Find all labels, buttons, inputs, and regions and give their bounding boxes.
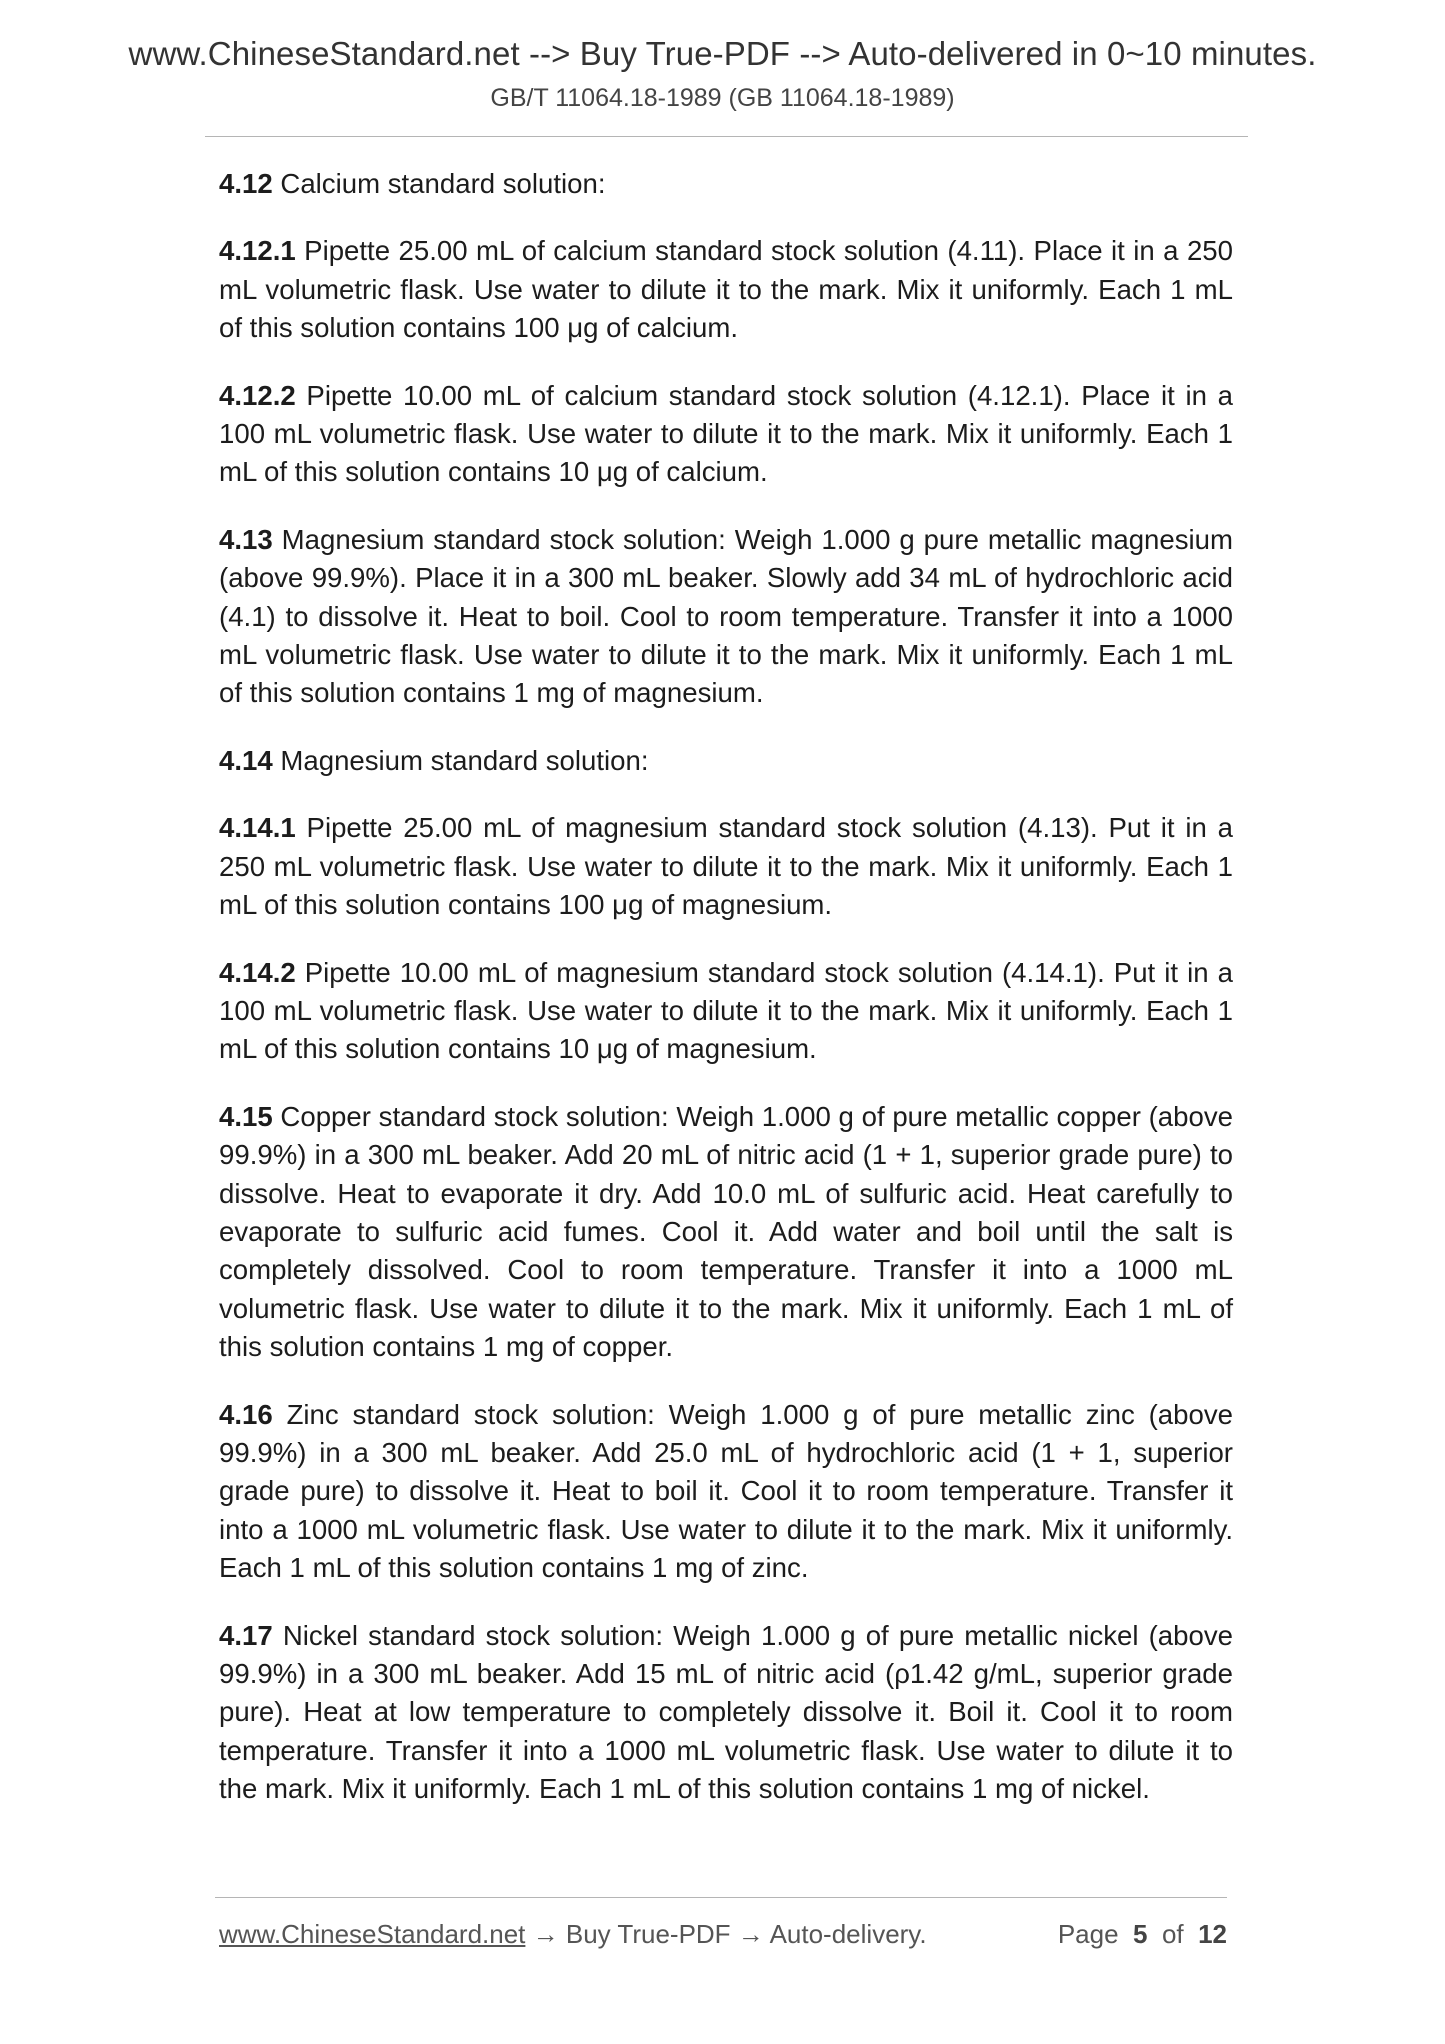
section-number: 4.13	[219, 523, 273, 555]
section-text: Nickel standard stock solution: Weigh 1.000 g of pure metallic nickel (above 99.9%) in a 300 mL beaker. Add 15 mL of nitric acid (ρ1.42 g/mL, superior grade pure). Heat at low temperature to completely dissolve it. Boil it. Cool it to room temperature. Transfer it into a 1000 mL volumetric flask. Use water to dilute it to the mark. Mix it uniformly. Each 1 mL of this solution contains 1 mg of nickel.	[219, 1619, 1233, 1805]
section-number: 4.12	[219, 168, 273, 199]
header-banner-text: www.ChineseStandard.net --> Buy True-PDF --> Auto-delivered in 0~10 minutes.	[128, 35, 1317, 72]
section-number: 4.14.1	[219, 812, 296, 844]
document-code: GB/T 11064.18-1989 (GB 11064.18-1989)	[490, 84, 955, 112]
section-4-15	[219, 1098, 1233, 1367]
section-4-14-1	[219, 809, 1233, 924]
page-header	[0, 30, 1445, 116]
header-divider	[205, 136, 1248, 137]
section-4-13	[219, 521, 1233, 713]
section-number: 4.14	[219, 744, 273, 776]
section-4-12	[219, 165, 1233, 203]
section-text: Calcium standard solution:	[272, 168, 606, 199]
page-label: Page	[1057, 1919, 1119, 1949]
section-text: Pipette 10.00 mL of calcium standard stock solution (4.12.1). Place it in a 100 mL volumetric flask. Use water to dilute it to the mark. Mix it uniformly. Each 1 mL of this solution contains 10 μg of calcium.	[219, 379, 1233, 488]
footer-divider	[215, 1897, 1227, 1898]
section-text: Copper standard stock solution: Weigh 1.000 g of pure metallic copper (above 99.9%) in a 300 mL beaker. Add 20 mL of nitric acid (1 + 1, superior grade pure) to dissolve. Heat to evaporate it dry. Add 10.0 mL of sulfuric acid. Heat carefully to evaporate to sulfuric acid fumes. Cool it. Add water and boil until the salt is completely dissolved. Cool to room temperature. Transfer it into a 1000 mL volumetric flask. Use water to dilute it to the mark. Mix it uniformly. Each 1 mL of this solution contains 1 mg of copper.	[219, 1100, 1233, 1363]
page-of-label: of	[1161, 1919, 1184, 1949]
footer-promo	[219, 1916, 927, 1952]
section-text: Pipette 10.00 mL of magnesium standard stock solution (4.14.1). Put it in a 100 mL volumetric flask. Use water to dilute it to the mark. Mix it uniformly. Each 1 mL of this solution contains 10 μg of magnesium.	[219, 956, 1233, 1065]
section-text: Pipette 25.00 mL of calcium standard stock solution (4.11). Place it in a 250 mL volumetric flask. Use water to dilute it to the mark. Mix it uniformly. Each 1 mL of this solution contains 100 μg of calcium.	[219, 235, 1233, 344]
section-4-12-1	[219, 232, 1233, 347]
section-text: Zinc standard stock solution: Weigh 1.000 g of pure metallic zinc (above 99.9%) in a 300 mL beaker. Add 25.0 mL of hydrochloric acid (1 + 1, superior grade pure) to dissolve it. Heat to boil it. Cool it to room temperature. Transfer it into a 1000 mL volumetric flask. Use water to dilute it to the mark. Mix it uniformly. Each 1 mL of this solution contains 1 mg of zinc.	[219, 1398, 1233, 1584]
page-indicator	[1058, 1916, 1227, 1952]
footer-tagline: → Buy True-PDF → Auto-delivery.	[525, 1919, 927, 1949]
section-text: Magnesium standard stock solution: Weigh 1.000 g pure metallic magnesium (above 99.9%). Place it in a 300 mL beaker. Slowly add 34 mL of hydrochloric acid (4.1) to dissolve it. Heat to boil. Cool to room temperature. Transfer it into a 1000 mL volumetric flask. Use water to dilute it to the mark. Mix it uniformly. Each 1 mL of this solution contains 1 mg of magnesium.	[219, 523, 1233, 709]
section-text: Magnesium standard solution:	[272, 744, 649, 776]
section-text: Pipette 25.00 mL of magnesium standard stock solution (4.13). Put it in a 250 mL volumetric flask. Use water to dilute it to the mark. Mix it uniformly. Each 1 mL of this solution contains 100 μg of magnesium.	[219, 812, 1233, 921]
section-number: 4.16	[219, 1398, 273, 1430]
section-4-12-2	[219, 377, 1233, 492]
section-4-14	[219, 742, 1233, 780]
section-number: 4.17	[219, 1619, 273, 1651]
document-body	[219, 165, 1233, 1838]
section-4-16	[219, 1396, 1233, 1588]
section-number: 4.12.2	[219, 379, 296, 411]
footer-site-link[interactable]: www.ChineseStandard.net	[219, 1919, 526, 1949]
section-number: 4.14.2	[219, 956, 296, 988]
section-4-17	[219, 1617, 1233, 1809]
section-number: 4.15	[219, 1100, 273, 1132]
section-4-14-2	[219, 954, 1233, 1069]
page-total: 12	[1198, 1919, 1227, 1949]
section-number: 4.12.1	[219, 235, 296, 267]
page-current: 5	[1133, 1919, 1148, 1949]
